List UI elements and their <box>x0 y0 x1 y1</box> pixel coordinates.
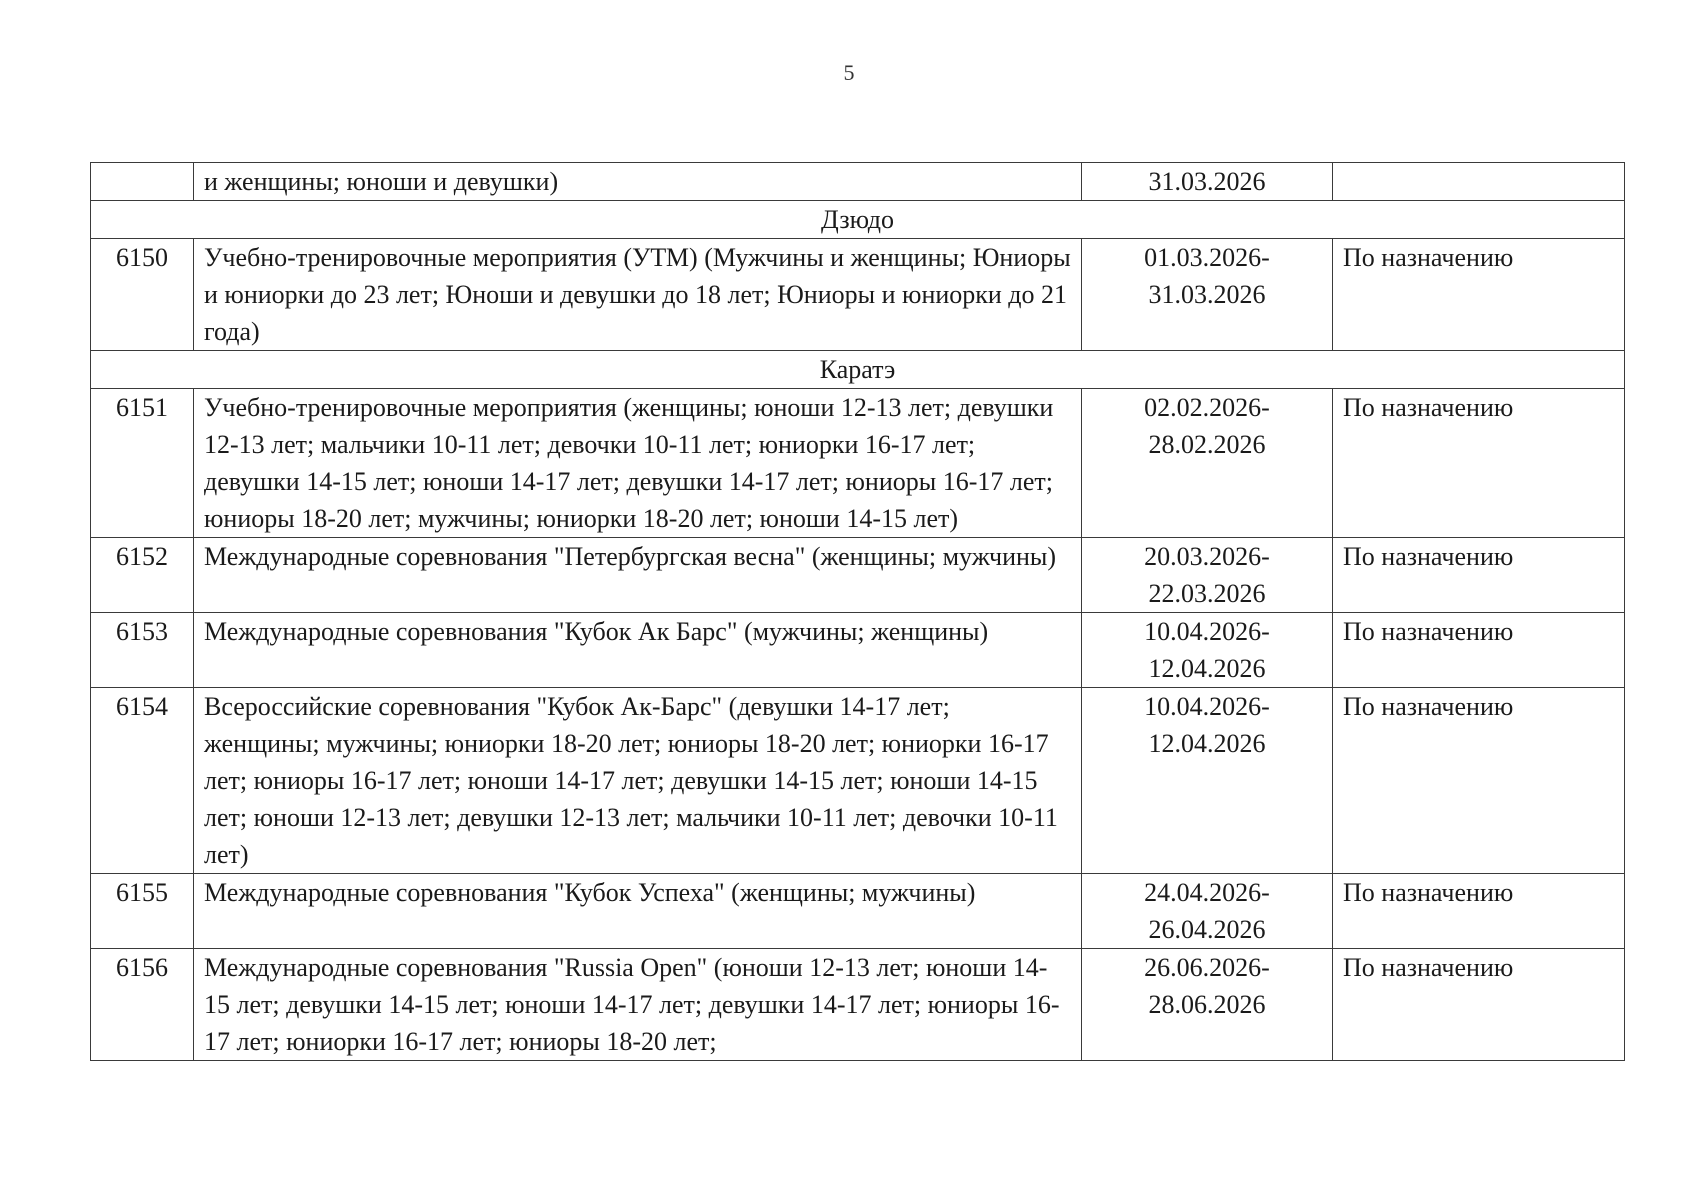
event-note: По назначению <box>1333 949 1625 1061</box>
date-to: 26.04.2026 <box>1148 915 1266 944</box>
date-to: 12.04.2026 <box>1148 654 1266 683</box>
section-header-row <box>91 201 1625 239</box>
event-note: По назначению <box>1333 389 1625 538</box>
event-name: Всероссийские соревнования "Кубок Ак-Барс" (девушки 14-17 лет; женщины; мужчины; юниорки 18-20 лет; юниоры 18-20 лет; юниорки 16-17 лет; юниоры 16-17 лет; юноши 14-17 лет; девушки 14-15 лет; юноши 14-15 лет; юноши 12-13 лет; девушки 12-13 лет; мальчики 10-11 лет; девочки 10-11 лет) <box>194 688 1082 874</box>
page-number: 5 <box>843 60 855 85</box>
table-row <box>91 949 1625 1061</box>
table-row <box>91 688 1625 874</box>
table-row <box>91 389 1625 538</box>
event-name: Международные соревнования "Кубок Ак Барс" (мужчины; женщины) <box>194 613 1082 688</box>
event-date <box>1082 389 1333 538</box>
table-row <box>91 874 1625 949</box>
table-row <box>91 239 1625 351</box>
table-row <box>91 613 1625 688</box>
row-number: 6153 <box>91 613 194 688</box>
row-number: 6152 <box>91 538 194 613</box>
section-title: Дзюдо <box>91 201 1625 239</box>
event-date <box>1082 538 1333 613</box>
event-date <box>1082 949 1333 1061</box>
continuation-row <box>91 163 1625 201</box>
date-from: 26.06.2026- <box>1144 953 1270 982</box>
event-note: По назначению <box>1333 239 1625 351</box>
section-title: Каратэ <box>91 351 1625 389</box>
row-number: 6156 <box>91 949 194 1061</box>
event-name: Международные соревнования "Кубок Успеха" (женщины; мужчины) <box>194 874 1082 949</box>
date-from: 02.02.2026- <box>1144 393 1270 422</box>
section-header-row <box>91 351 1625 389</box>
event-date <box>1082 874 1333 949</box>
row-number: 6150 <box>91 239 194 351</box>
date-to: 12.04.2026 <box>1148 729 1266 758</box>
date-from: 24.04.2026- <box>1144 878 1270 907</box>
row-number: 6151 <box>91 389 194 538</box>
date-from: 01.03.2026- <box>1144 243 1270 272</box>
date-from: 20.03.2026- <box>1144 542 1270 571</box>
date-to: 31.03.2026 <box>1148 280 1266 309</box>
row-number: 6155 <box>91 874 194 949</box>
events-table <box>90 162 1625 1061</box>
event-name: Учебно-тренировочные мероприятия (женщины; юноши 12-13 лет; девушки 12-13 лет; мальчики 10-11 лет; девочки 10-11 лет; юниорки 16-17 лет; девушки 14-15 лет; юноши 14-17 лет; девушки 14-17 лет; юниоры 16-17 лет; юниоры 18-20 лет; мужчины; юниорки 18-20 лет; юноши 14-15 лет) <box>194 389 1082 538</box>
date-to: 28.06.2026 <box>1148 990 1266 1019</box>
date-to: 28.02.2026 <box>1148 430 1266 459</box>
date-to: 22.03.2026 <box>1148 579 1266 608</box>
event-name: Международные соревнования "Russia Open" (юноши 12-13 лет; юноши 14-15 лет; девушки 14-15 лет; юноши 14-17 лет; девушки 14-17 лет; юниоры 16-17 лет; юниорки 16-17 лет; юниоры 18-20 лет; <box>194 949 1082 1061</box>
event-date <box>1082 688 1333 874</box>
event-name: и женщины; юноши и девушки) <box>194 163 1082 201</box>
date-from: 10.04.2026- <box>1144 617 1270 646</box>
event-date: 31.03.2026 <box>1082 163 1333 201</box>
event-note <box>1333 163 1625 201</box>
table-row <box>91 538 1625 613</box>
row-number <box>91 163 194 201</box>
date-from: 10.04.2026- <box>1144 692 1270 721</box>
event-note: По назначению <box>1333 538 1625 613</box>
event-note: По назначению <box>1333 613 1625 688</box>
row-number: 6154 <box>91 688 194 874</box>
event-note: По назначению <box>1333 874 1625 949</box>
event-date <box>1082 613 1333 688</box>
event-name: Международные соревнования "Петербургская весна" (женщины; мужчины) <box>194 538 1082 613</box>
event-note: По назначению <box>1333 688 1625 874</box>
event-date <box>1082 239 1333 351</box>
event-name: Учебно-тренировочные мероприятия (УТМ) (Мужчины и женщины; Юниоры и юниорки до 23 лет; Юноши и девушки до 18 лет; Юниоры и юниорки до 21 года) <box>194 239 1082 351</box>
